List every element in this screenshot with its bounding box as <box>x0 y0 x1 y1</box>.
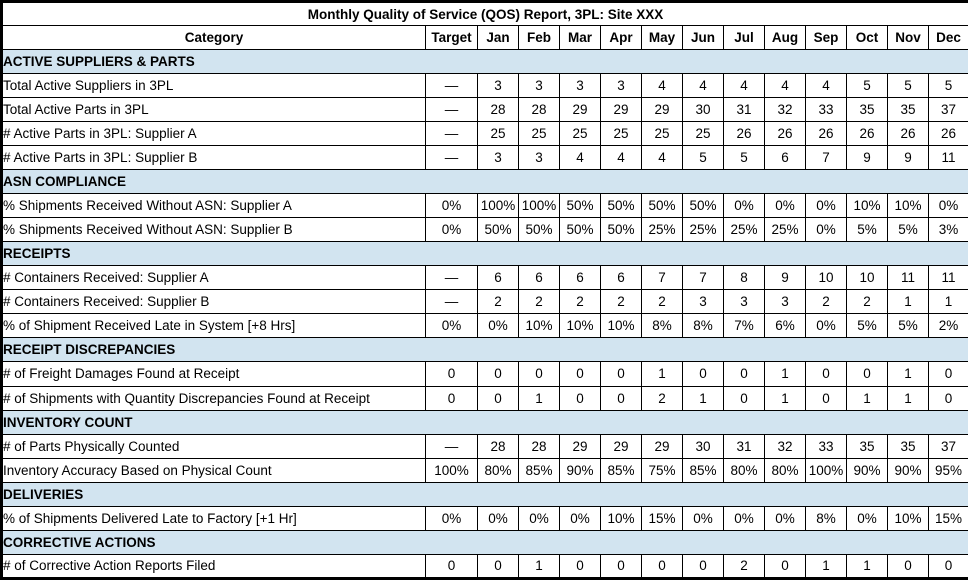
month-value-cell: 29 <box>601 434 642 458</box>
section-header-row <box>2 410 968 434</box>
month-value-cell: 0% <box>806 314 847 338</box>
month-value-cell: 29 <box>642 98 683 122</box>
report-title: Monthly Quality of Service (QOS) Report, 3PL: Site XXX <box>2 2 968 26</box>
month-value-cell: 100% <box>478 194 519 218</box>
month-value-cell: 0 <box>888 554 929 578</box>
month-value-cell: 50% <box>601 194 642 218</box>
month-value-cell: 29 <box>601 98 642 122</box>
month-value-cell: 80% <box>478 458 519 482</box>
month-value-cell: 25 <box>601 122 642 146</box>
month-value-cell: 3 <box>601 74 642 98</box>
month-value-cell: 5% <box>888 218 929 242</box>
section-header: ACTIVE SUPPLIERS & PARTS <box>2 50 968 74</box>
month-value-cell: 6 <box>478 266 519 290</box>
month-value-cell: 3 <box>519 146 560 170</box>
month-value-cell: 3 <box>765 290 806 314</box>
month-value-cell: 2 <box>519 290 560 314</box>
month-value-cell: 25% <box>724 218 765 242</box>
month-value-cell: 11 <box>929 266 968 290</box>
month-value-cell: 15% <box>929 506 968 530</box>
month-value-cell: 0 <box>642 554 683 578</box>
month-value-cell: 2 <box>847 290 888 314</box>
month-value-cell: 0% <box>724 194 765 218</box>
month-value-cell: 95% <box>929 458 968 482</box>
month-value-cell: 26 <box>847 122 888 146</box>
month-value-cell: 32 <box>765 98 806 122</box>
month-value-cell: 15% <box>642 506 683 530</box>
month-value-cell: 8% <box>683 314 724 338</box>
month-value-cell: 5 <box>888 74 929 98</box>
section-header-row <box>2 482 968 506</box>
month-value-cell: 10% <box>601 314 642 338</box>
month-value-cell: 100% <box>806 458 847 482</box>
section-header-row <box>2 50 968 74</box>
month-value-cell: 26 <box>888 122 929 146</box>
month-value-cell: 26 <box>724 122 765 146</box>
month-value-cell: 50% <box>642 194 683 218</box>
month-value-cell: 90% <box>560 458 601 482</box>
month-value-cell: 90% <box>847 458 888 482</box>
month-value-cell: 7 <box>642 266 683 290</box>
month-value-cell: 1 <box>765 386 806 410</box>
month-value-cell: 0% <box>847 506 888 530</box>
month-value-cell: 0 <box>724 386 765 410</box>
month-value-cell: 28 <box>478 434 519 458</box>
month-value-cell: 1 <box>888 386 929 410</box>
month-value-cell: 7 <box>683 266 724 290</box>
month-value-cell: 29 <box>560 434 601 458</box>
month-value-cell: 50% <box>683 194 724 218</box>
month-value-cell: 9 <box>888 146 929 170</box>
month-value-cell: 1 <box>888 290 929 314</box>
month-value-cell: 32 <box>765 434 806 458</box>
target-cell: 100% <box>426 458 478 482</box>
month-value-cell: 1 <box>765 362 806 386</box>
month-value-cell: 1 <box>847 554 888 578</box>
data-row <box>2 122 968 146</box>
category-cell: % of Shipments Delivered Late to Factory [+1 Hr] <box>2 506 426 530</box>
month-value-cell: 2 <box>560 290 601 314</box>
month-value-cell: 31 <box>724 434 765 458</box>
section-header: CORRECTIVE ACTIONS <box>2 530 968 554</box>
month-value-cell: 7% <box>724 314 765 338</box>
month-value-cell: 35 <box>847 98 888 122</box>
month-value-cell: 0 <box>806 362 847 386</box>
month-value-cell: 2% <box>929 314 968 338</box>
month-value-cell: 2 <box>478 290 519 314</box>
month-value-cell: 5 <box>847 74 888 98</box>
month-value-cell: 35 <box>847 434 888 458</box>
month-value-cell: 85% <box>519 458 560 482</box>
title-row <box>2 2 968 26</box>
month-value-cell: 2 <box>724 554 765 578</box>
month-value-cell: 4 <box>724 74 765 98</box>
month-value-cell: 10% <box>847 194 888 218</box>
category-cell: Total Active Suppliers in 3PL <box>2 74 426 98</box>
data-row <box>2 290 968 314</box>
data-row <box>2 386 968 410</box>
month-value-cell: 50% <box>560 194 601 218</box>
month-value-cell: 6 <box>519 266 560 290</box>
month-value-cell: 6 <box>560 266 601 290</box>
month-value-cell: 3 <box>478 74 519 98</box>
month-value-cell: 0% <box>929 194 968 218</box>
month-value-cell: 0 <box>929 554 968 578</box>
category-cell: Inventory Accuracy Based on Physical Count <box>2 458 426 482</box>
month-value-cell: 3 <box>560 74 601 98</box>
section-header-row <box>2 338 968 362</box>
column-header-month: Apr <box>601 26 642 50</box>
month-value-cell: 0 <box>478 386 519 410</box>
column-header-month: Dec <box>929 26 968 50</box>
target-cell: 0% <box>426 314 478 338</box>
month-value-cell: 26 <box>929 122 968 146</box>
month-value-cell: 0% <box>478 314 519 338</box>
month-value-cell: 30 <box>683 434 724 458</box>
column-header-month: Oct <box>847 26 888 50</box>
month-value-cell: 35 <box>888 434 929 458</box>
section-header-row <box>2 242 968 266</box>
month-value-cell: 2 <box>642 386 683 410</box>
month-value-cell: 0 <box>929 386 968 410</box>
month-value-cell: 25 <box>519 122 560 146</box>
month-value-cell: 0% <box>765 506 806 530</box>
month-value-cell: 0 <box>478 554 519 578</box>
category-cell: # of Corrective Action Reports Filed <box>2 554 426 578</box>
month-value-cell: 85% <box>683 458 724 482</box>
month-value-cell: 4 <box>765 74 806 98</box>
month-value-cell: 1 <box>929 290 968 314</box>
month-value-cell: 10 <box>847 266 888 290</box>
month-value-cell: 0% <box>765 194 806 218</box>
month-value-cell: 0 <box>806 386 847 410</box>
target-cell: — <box>426 122 478 146</box>
month-value-cell: 0 <box>601 362 642 386</box>
qos-table-body <box>2 2 968 579</box>
section-header: INVENTORY COUNT <box>2 410 968 434</box>
data-row <box>2 194 968 218</box>
column-header-month: Feb <box>519 26 560 50</box>
month-value-cell: 5% <box>847 218 888 242</box>
column-header-month: Jan <box>478 26 519 50</box>
category-cell: # of Freight Damages Found at Receipt <box>2 362 426 386</box>
category-cell: % Shipments Received Without ASN: Supplier A <box>2 194 426 218</box>
target-cell: 0 <box>426 554 478 578</box>
category-cell: % Shipments Received Without ASN: Supplier B <box>2 218 426 242</box>
category-cell: % of Shipment Received Late in System [+8 Hrs] <box>2 314 426 338</box>
month-value-cell: 3 <box>683 290 724 314</box>
category-cell: # Containers Received: Supplier B <box>2 290 426 314</box>
month-value-cell: 25% <box>683 218 724 242</box>
target-cell: 0% <box>426 194 478 218</box>
month-value-cell: 0 <box>601 386 642 410</box>
month-value-cell: 0 <box>519 362 560 386</box>
month-value-cell: 2 <box>806 290 847 314</box>
month-value-cell: 35 <box>888 98 929 122</box>
month-value-cell: 0 <box>683 554 724 578</box>
target-cell: — <box>426 266 478 290</box>
month-value-cell: 4 <box>683 74 724 98</box>
month-value-cell: 25 <box>683 122 724 146</box>
month-value-cell: 0% <box>806 194 847 218</box>
month-value-cell: 8% <box>642 314 683 338</box>
month-value-cell: 0 <box>478 362 519 386</box>
month-value-cell: 50% <box>519 218 560 242</box>
target-cell: 0 <box>426 362 478 386</box>
month-value-cell: 5 <box>683 146 724 170</box>
month-value-cell: 37 <box>929 98 968 122</box>
target-cell: 0 <box>426 386 478 410</box>
month-value-cell: 80% <box>724 458 765 482</box>
month-value-cell: 5 <box>929 74 968 98</box>
month-value-cell: 11 <box>929 146 968 170</box>
month-value-cell: 30 <box>683 98 724 122</box>
section-header: ASN COMPLIANCE <box>2 170 968 194</box>
category-cell: # Active Parts in 3PL: Supplier B <box>2 146 426 170</box>
target-cell: — <box>426 290 478 314</box>
target-cell: — <box>426 98 478 122</box>
column-header-month: Aug <box>765 26 806 50</box>
month-value-cell: 10% <box>888 194 929 218</box>
data-row <box>2 362 968 386</box>
month-value-cell: 28 <box>519 98 560 122</box>
month-value-cell: 25 <box>560 122 601 146</box>
column-header-month: Jul <box>724 26 765 50</box>
section-header-row <box>2 530 968 554</box>
category-cell: # Active Parts in 3PL: Supplier A <box>2 122 426 146</box>
month-value-cell: 10 <box>806 266 847 290</box>
month-value-cell: 0% <box>519 506 560 530</box>
column-header-category: Category <box>2 26 426 50</box>
section-header: DELIVERIES <box>2 482 968 506</box>
month-value-cell: 100% <box>519 194 560 218</box>
month-value-cell: 0 <box>724 362 765 386</box>
month-value-cell: 33 <box>806 434 847 458</box>
month-value-cell: 5% <box>847 314 888 338</box>
month-value-cell: 29 <box>642 434 683 458</box>
month-value-cell: 6% <box>765 314 806 338</box>
column-header-month: May <box>642 26 683 50</box>
section-header-row <box>2 170 968 194</box>
month-value-cell: 25% <box>642 218 683 242</box>
month-value-cell: 1 <box>519 386 560 410</box>
month-value-cell: 50% <box>478 218 519 242</box>
category-cell: # of Shipments with Quantity Discrepancies Found at Receipt <box>2 386 426 410</box>
data-row <box>2 554 968 578</box>
month-value-cell: 90% <box>888 458 929 482</box>
category-cell: # Containers Received: Supplier A <box>2 266 426 290</box>
month-value-cell: 0 <box>560 362 601 386</box>
month-value-cell: 75% <box>642 458 683 482</box>
data-row <box>2 506 968 530</box>
month-value-cell: 0% <box>478 506 519 530</box>
month-value-cell: 5 <box>724 146 765 170</box>
target-cell: 0% <box>426 218 478 242</box>
month-value-cell: 1 <box>519 554 560 578</box>
data-row <box>2 98 968 122</box>
target-cell: — <box>426 434 478 458</box>
data-row <box>2 458 968 482</box>
month-value-cell: 9 <box>847 146 888 170</box>
month-value-cell: 9 <box>765 266 806 290</box>
month-value-cell: 0 <box>560 386 601 410</box>
data-row <box>2 314 968 338</box>
month-value-cell: 2 <box>642 290 683 314</box>
month-value-cell: 6 <box>765 146 806 170</box>
month-value-cell: 80% <box>765 458 806 482</box>
month-value-cell: 0 <box>601 554 642 578</box>
month-value-cell: 10% <box>888 506 929 530</box>
month-value-cell: 6 <box>601 266 642 290</box>
month-value-cell: 0 <box>683 362 724 386</box>
month-value-cell: 8 <box>724 266 765 290</box>
column-header-month: Jun <box>683 26 724 50</box>
month-value-cell: 3 <box>724 290 765 314</box>
month-value-cell: 25% <box>765 218 806 242</box>
section-header: RECEIPTS <box>2 242 968 266</box>
month-value-cell: 0% <box>724 506 765 530</box>
column-header-month: Nov <box>888 26 929 50</box>
month-value-cell: 0% <box>560 506 601 530</box>
month-value-cell: 26 <box>765 122 806 146</box>
month-value-cell: 4 <box>560 146 601 170</box>
month-value-cell: 11 <box>888 266 929 290</box>
month-value-cell: 10% <box>519 314 560 338</box>
month-value-cell: 0% <box>806 218 847 242</box>
month-value-cell: 7 <box>806 146 847 170</box>
category-cell: # of Parts Physically Counted <box>2 434 426 458</box>
column-header-target: Target <box>426 26 478 50</box>
month-value-cell: 33 <box>806 98 847 122</box>
target-cell: — <box>426 74 478 98</box>
month-value-cell: 85% <box>601 458 642 482</box>
month-value-cell: 3 <box>478 146 519 170</box>
target-cell: 0% <box>426 506 478 530</box>
month-value-cell: 4 <box>642 146 683 170</box>
month-value-cell: 8% <box>806 506 847 530</box>
month-value-cell: 4 <box>642 74 683 98</box>
month-value-cell: 31 <box>724 98 765 122</box>
month-value-cell: 50% <box>601 218 642 242</box>
month-value-cell: 37 <box>929 434 968 458</box>
month-value-cell: 50% <box>560 218 601 242</box>
data-row <box>2 146 968 170</box>
month-value-cell: 1 <box>888 362 929 386</box>
month-value-cell: 1 <box>642 362 683 386</box>
month-value-cell: 28 <box>478 98 519 122</box>
month-value-cell: 1 <box>806 554 847 578</box>
column-header-row <box>2 26 968 50</box>
month-value-cell: 0 <box>560 554 601 578</box>
month-value-cell: 10% <box>601 506 642 530</box>
month-value-cell: 4 <box>601 146 642 170</box>
month-value-cell: 2 <box>601 290 642 314</box>
month-value-cell: 10% <box>560 314 601 338</box>
column-header-month: Sep <box>806 26 847 50</box>
column-header-month: Mar <box>560 26 601 50</box>
month-value-cell: 29 <box>560 98 601 122</box>
month-value-cell: 1 <box>683 386 724 410</box>
data-row <box>2 266 968 290</box>
month-value-cell: 3% <box>929 218 968 242</box>
month-value-cell: 4 <box>806 74 847 98</box>
month-value-cell: 26 <box>806 122 847 146</box>
target-cell: — <box>426 146 478 170</box>
month-value-cell: 3 <box>519 74 560 98</box>
section-header: RECEIPT DISCREPANCIES <box>2 338 968 362</box>
month-value-cell: 28 <box>519 434 560 458</box>
month-value-cell: 0 <box>929 362 968 386</box>
month-value-cell: 25 <box>642 122 683 146</box>
month-value-cell: 25 <box>478 122 519 146</box>
data-row <box>2 218 968 242</box>
category-cell: Total Active Parts in 3PL <box>2 98 426 122</box>
data-row <box>2 74 968 98</box>
month-value-cell: 0% <box>683 506 724 530</box>
month-value-cell: 5% <box>888 314 929 338</box>
data-row <box>2 434 968 458</box>
month-value-cell: 1 <box>847 386 888 410</box>
month-value-cell: 0 <box>847 362 888 386</box>
month-value-cell: 0 <box>765 554 806 578</box>
